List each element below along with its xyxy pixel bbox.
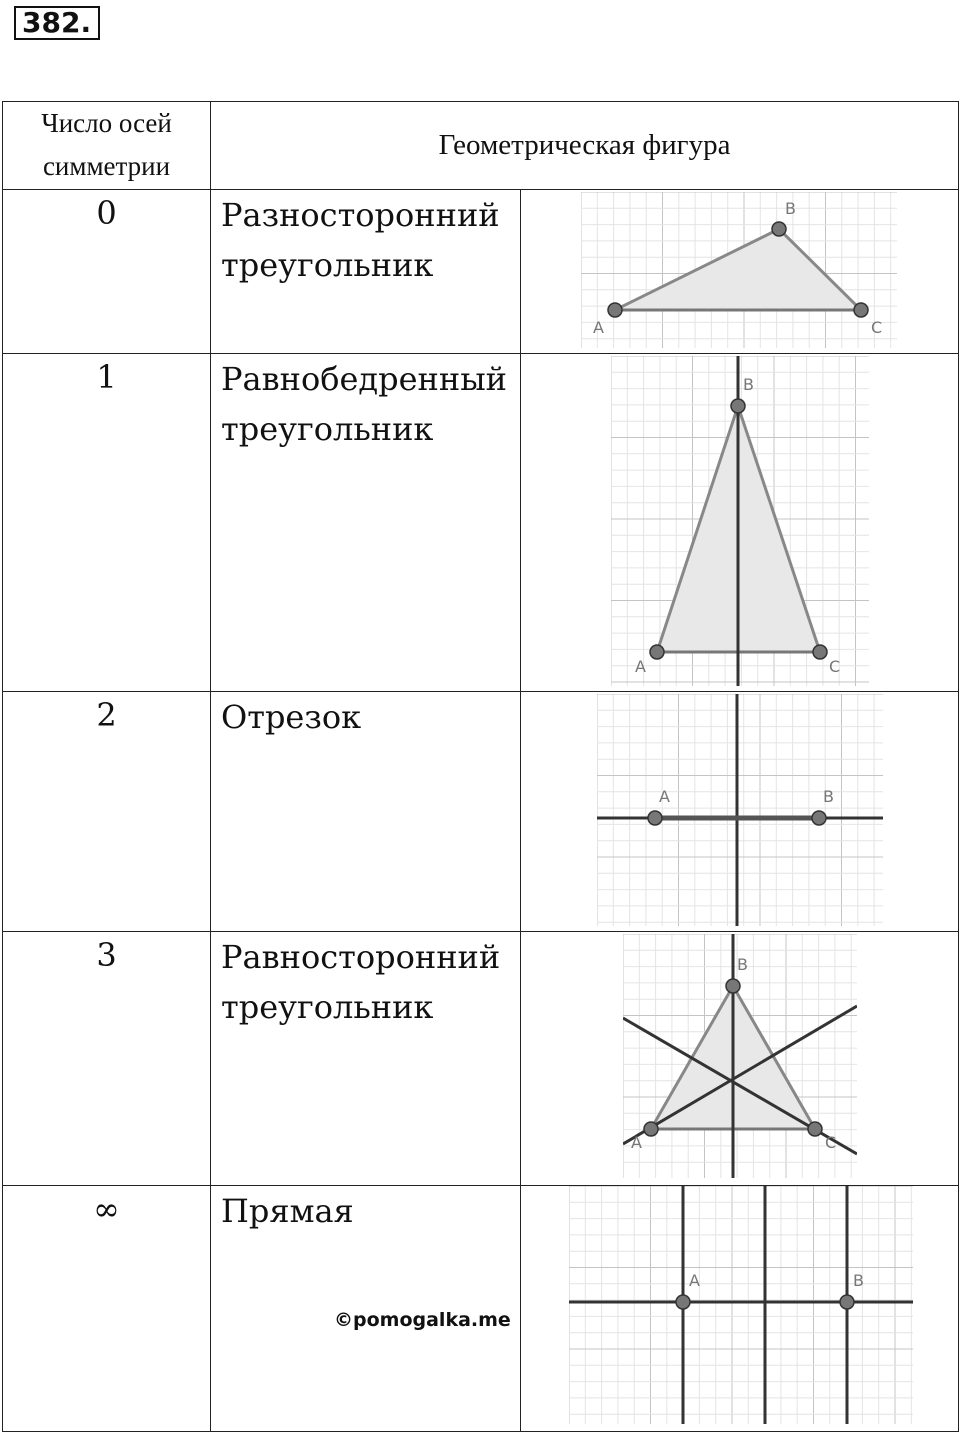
- isosceles-triangle-figure: [611, 356, 869, 686]
- segment-figure: [597, 694, 883, 926]
- grid-background: [569, 1186, 913, 1424]
- header-left-line2: симметрии: [42, 151, 171, 181]
- figure-name-cell: [211, 354, 521, 692]
- line-figure: [569, 1186, 913, 1424]
- figure-name-cell: [211, 692, 521, 932]
- axes-count-cell: 2: [3, 692, 211, 932]
- table-row: [3, 692, 959, 932]
- point-b: [840, 1295, 854, 1309]
- point-a: [648, 811, 662, 825]
- point-c-label: C: [871, 318, 883, 337]
- axes-count-cell: 0: [3, 190, 211, 354]
- table-row: [3, 932, 959, 1186]
- point-b: [772, 222, 786, 236]
- figure-name-line1: Прямая: [221, 1192, 354, 1230]
- task-number: [14, 6, 99, 40]
- point-c: [808, 1122, 822, 1136]
- figure-drawing-cell: [521, 190, 959, 354]
- symmetry-table: [2, 101, 959, 1432]
- axes-count-cell: 1: [3, 354, 211, 692]
- figure-name-line1: Разносторонний: [221, 196, 500, 234]
- grid-background: [597, 694, 883, 926]
- point-a: [676, 1295, 690, 1309]
- point-b-label: B: [737, 955, 748, 974]
- point-b: [812, 811, 826, 825]
- point-a-label: A: [593, 318, 604, 337]
- point-b-label: B: [743, 375, 754, 394]
- figure-name-line2: треугольник: [221, 246, 434, 284]
- header-axes-count: [3, 102, 211, 190]
- figure-name-line1: Отрезок: [221, 698, 362, 736]
- figure-name-line1: Равносторонний: [221, 938, 501, 976]
- task-number-text: 382.: [22, 6, 92, 39]
- point-a: [650, 645, 664, 659]
- point-b: [726, 979, 740, 993]
- point-b-label: B: [823, 787, 834, 806]
- watermark: ©pomogalka.me: [334, 1309, 511, 1331]
- table-row: [3, 190, 959, 354]
- point-b-label: B: [785, 199, 796, 218]
- header-left-line1: Число осей: [41, 108, 172, 138]
- figure-name-line1: Равнобедренный: [221, 360, 507, 398]
- point-a-label: A: [659, 787, 670, 806]
- axes-count-cell: 3: [3, 932, 211, 1186]
- figure-name-line2: треугольник: [221, 988, 434, 1026]
- header-figure: Геометрическая фигура: [211, 102, 959, 190]
- point-a-label: A: [689, 1271, 700, 1290]
- point-a-label: A: [635, 657, 646, 676]
- table-header-row: [3, 102, 959, 190]
- equilateral-triangle-figure: [623, 934, 857, 1178]
- point-a: [608, 303, 622, 317]
- scalene-triangle-figure: [581, 192, 897, 348]
- point-b: [731, 399, 745, 413]
- figure-name-cell: [211, 190, 521, 354]
- point-c-label: C: [825, 1133, 837, 1152]
- figure-drawing-cell: [521, 1186, 959, 1432]
- point-a: [644, 1122, 658, 1136]
- figure-drawing-cell: [521, 932, 959, 1186]
- figure-name-cell: [211, 932, 521, 1186]
- point-c: [854, 303, 868, 317]
- point-c-label: C: [829, 657, 841, 676]
- point-b-label: B: [853, 1271, 864, 1290]
- figure-name-line2: треугольник: [221, 410, 434, 448]
- point-c: [813, 645, 827, 659]
- figure-drawing-cell: [521, 692, 959, 932]
- axes-count-cell: ∞: [3, 1186, 211, 1432]
- table-row: [3, 354, 959, 692]
- point-a-label: A: [631, 1133, 642, 1152]
- figure-drawing-cell: [521, 354, 959, 692]
